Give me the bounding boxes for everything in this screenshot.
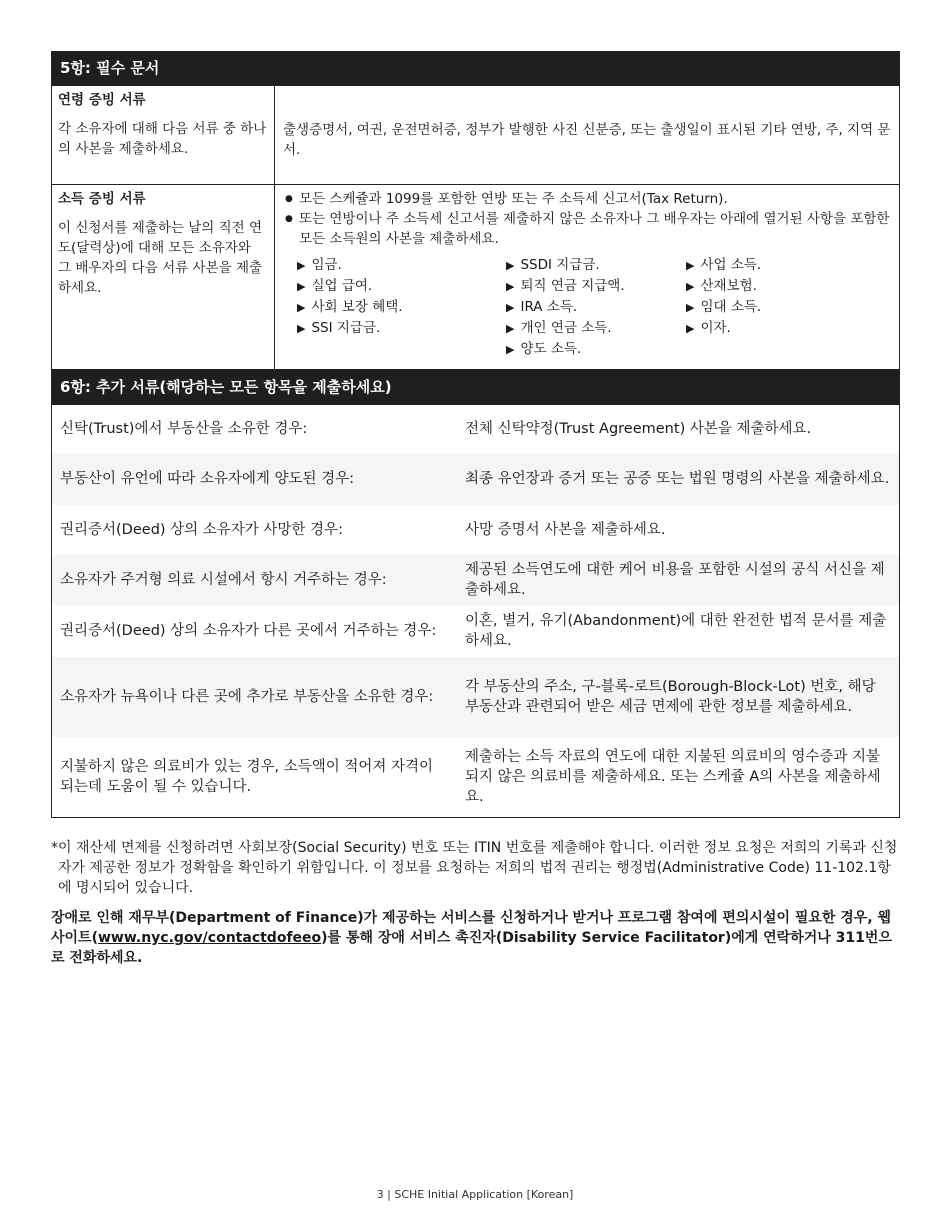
income-source-item: [506, 255, 686, 276]
income-source-label: 산재보험.: [700, 278, 757, 294]
income-source-label: 사회 보장 혜택.: [311, 299, 403, 315]
proof-of-income-label-cell: [52, 185, 275, 369]
proof-of-age-documents: 출생증명서, 여권, 운전면허증, 정부가 발행한 사진 신분증, 또는 출생일이 표시된 기타 연방, 주, 지역 문서.: [283, 122, 891, 158]
disability-notice-text: 장애로 인해 재무부(Department of Finance)가 제공하는 서비스를 신청하거나 받거나 프로그램 참여에 편의시설이 필요한 경우, 웹사이트(: [51, 910, 892, 946]
triangle-bullet-icon: ▶: [686, 322, 695, 335]
section-5-heading: 5항: 필수 문서: [52, 51, 899, 86]
triangle-bullet-icon: ▶: [506, 301, 515, 314]
income-source-item: [297, 276, 506, 297]
proof-of-income-description: 이 신청서를 제출하는 날의 직전 연도(달력상)에 대해 모든 소유자와 그 배우자의 다음 서류 사본을 제출하세요.: [58, 220, 263, 296]
income-source-item: [506, 297, 686, 318]
triangle-bullet-icon: ▶: [297, 259, 306, 272]
income-source-label: 임대 소득.: [700, 299, 762, 315]
income-source-item: [686, 255, 761, 276]
ssn-notice-text: 이 재산세 면제를 신청하려면 사회보장(Social Security) 번호 또는 ITIN 번호를 제출해야 합니다. 이러한 정보 요청은 저희의 기록과 신청자가 제공한 정보가 정확함을 확인하기 위함입니다. 이 정보를 요청하는 저희의 법적 권리는 행정법(Administrative Code) 11-102.1항에 명시되어 있습니다.: [58, 840, 898, 896]
income-source-item: [686, 276, 761, 297]
income-sources-grid: [283, 255, 891, 360]
required-document-text: 제출하는 소득 자료의 연도에 대한 지불된 의료비의 영수증과 지불되지 않은 의료비를 제출하세요. 또는 스케쥴 A의 사본을 제출하세요.: [465, 749, 881, 805]
condition-text: 소유자가 주거형 의료 시설에서 항시 거주하는 경우:: [60, 572, 387, 588]
proof-of-age-title: 연령 증빙 서류: [58, 92, 146, 108]
income-source-label: SSI 지급금.: [311, 320, 381, 336]
additional-doc-row: [52, 605, 899, 657]
condition-text: 신탁(Trust)에서 부동산을 소유한 경우:: [60, 421, 308, 437]
income-source-label: 개인 연금 소득.: [520, 320, 612, 336]
contact-dofeeo-link[interactable]: www.nyc.gov/contactdofeeo: [97, 930, 322, 946]
condition-text: 소유자가 뉴욕이나 다른 곳에 추가로 부동산을 소유한 경우:: [60, 689, 434, 705]
required-document-text: 사망 증명서 사본을 제출하세요.: [465, 522, 666, 538]
income-source-label: 양도 소득.: [520, 341, 582, 357]
income-source-label: SSDI 지급금.: [520, 257, 600, 273]
income-bullet: ● 모든 스케쥴과 1099를 포함한 연방 또는 주 소득세 신고서(Tax Return).: [299, 189, 891, 209]
disability-notice-text-end: )를 통해 장애 서비스 촉진자(Disability Service Facilitator)에게 연락하거나 311번으로 전화하세요.: [51, 930, 892, 966]
income-bullet-list: [283, 189, 891, 249]
page-footer: 3 | SCHE Initial Application [Korean]: [376, 1188, 574, 1201]
proof-of-income-row: [52, 184, 899, 369]
income-source-item: [297, 255, 506, 276]
disability-notice: [51, 908, 900, 968]
income-source-label: 사업 소득.: [700, 257, 762, 273]
triangle-bullet-icon: ▶: [686, 280, 695, 293]
income-source-item: [297, 318, 506, 339]
condition-text: 권리증서(Deed) 상의 소유자가 다른 곳에서 거주하는 경우:: [60, 623, 437, 639]
triangle-bullet-icon: ▶: [506, 343, 515, 356]
proof-of-income-documents: [275, 185, 899, 369]
ssn-notice: [51, 838, 900, 898]
required-document-text: 전체 신탁약정(Trust Agreement) 사본을 제출하세요.: [465, 421, 812, 437]
triangle-bullet-icon: ▶: [297, 280, 306, 293]
income-source-label: 퇴직 연금 지급액.: [520, 278, 625, 294]
proof-of-age-label-cell: [52, 86, 275, 184]
income-source-label: IRA 소득.: [520, 299, 578, 315]
additional-doc-row: [52, 737, 899, 817]
additional-doc-row: [52, 453, 899, 505]
asterisk: *: [51, 840, 58, 856]
income-source-label: 이자.: [700, 320, 731, 336]
triangle-bullet-icon: ▶: [506, 280, 515, 293]
required-document-text: 이혼, 별거, 유기(Abandonment)에 대한 완전한 법적 문서를 제출하세요.: [465, 613, 887, 649]
section-6-additional-documents: [51, 369, 900, 818]
triangle-bullet-icon: ▶: [686, 301, 695, 314]
income-source-item: [506, 339, 686, 360]
additional-doc-row: [52, 657, 899, 737]
proof-of-age-description: 각 소유자에 대해 다음 서류 중 하나의 사본을 제출하세요.: [58, 121, 267, 157]
income-source-item: [686, 297, 761, 318]
proof-of-income-title: 소득 증빙 서류: [58, 191, 146, 207]
condition-text: 지불하지 않은 의료비가 있는 경우, 소득액이 적어져 자격이 되는데 도움이 될 수 있습니다.: [60, 759, 434, 795]
condition-text: 부동산이 유언에 따라 소유자에게 양도된 경우:: [60, 471, 355, 487]
income-source-item: [297, 297, 506, 318]
triangle-bullet-icon: ▶: [506, 259, 515, 272]
triangle-bullet-icon: ▶: [297, 322, 306, 335]
additional-doc-row: [52, 555, 899, 605]
triangle-bullet-icon: ▶: [506, 322, 515, 335]
income-col-1: [297, 255, 506, 360]
additional-doc-row: [52, 405, 899, 453]
income-bullet: ● 또는 연방이나 주 소득세 신고서를 제출하지 않은 소유자나 그 배우자는 아래에 열거된 사항을 포함한 모든 소득원의 사본을 제출하세요.: [299, 209, 891, 249]
triangle-bullet-icon: ▶: [686, 259, 695, 272]
required-document-text: 각 부동산의 주소, 구-블록-로트(Borough-Block-Lot) 번호, 해당 부동산과 관련되어 받은 세금 면제에 관한 정보를 제출하세요.: [465, 679, 876, 715]
required-document-text: 제공된 소득연도에 대한 케어 비용을 포함한 시설의 공식 서신을 제출하세요.: [465, 562, 885, 598]
additional-doc-row: [52, 505, 899, 555]
section-5-required-documents: [51, 51, 900, 370]
condition-text: 권리증서(Deed) 상의 소유자가 사망한 경우:: [60, 522, 343, 538]
income-source-label: 임금.: [311, 257, 342, 273]
income-source-item: [506, 318, 686, 339]
section-6-heading: 6항: 추가 서류(해당하는 모든 항목을 제출하세요): [52, 369, 899, 405]
income-col-2: [506, 255, 686, 360]
income-source-item: [686, 318, 761, 339]
proof-of-age-row: [52, 86, 899, 184]
income-source-item: [506, 276, 686, 297]
required-document-text: 최종 유언장과 증거 또는 공증 또는 법원 명령의 사본을 제출하세요.: [465, 471, 890, 487]
income-col-3: [686, 255, 761, 360]
triangle-bullet-icon: ▶: [297, 301, 306, 314]
income-source-label: 실업 급여.: [311, 278, 373, 294]
